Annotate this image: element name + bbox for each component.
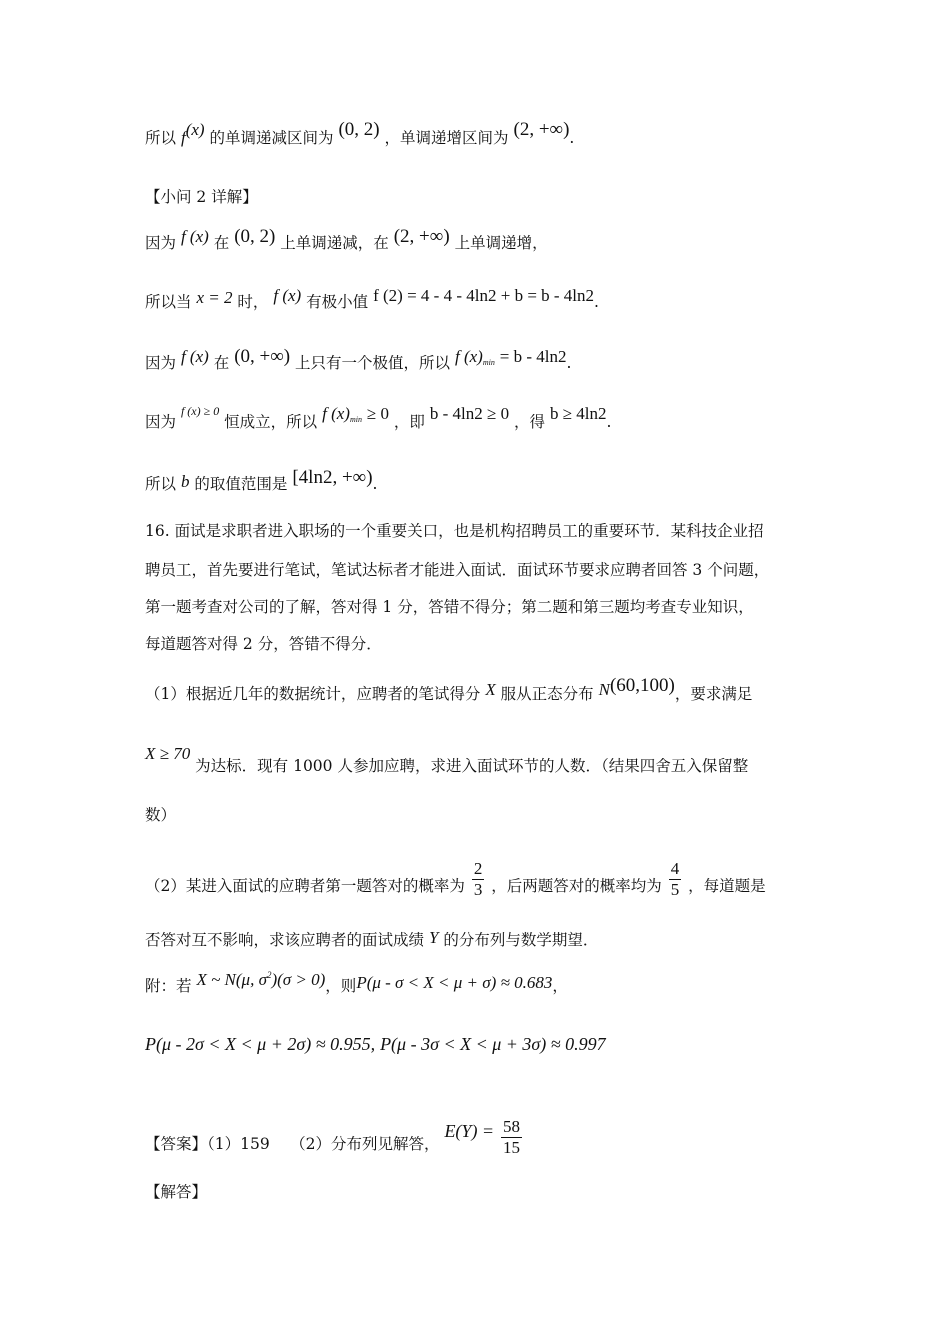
text: 时，: [237, 293, 269, 311]
question-16-line-4: 每道题答对得 2 分，答错不得分．: [145, 635, 382, 653]
subscript-min: min: [349, 415, 362, 424]
text: ，则: [325, 977, 357, 995]
subheading-part-2: 【小问 2 详解】: [145, 188, 258, 206]
text: ，每道题是: [688, 877, 766, 896]
math-Y: Y: [428, 928, 439, 947]
math-condition: f (x) ≥ 0: [180, 404, 220, 418]
math-ge-zero: ≥ 0: [366, 404, 389, 423]
superscript: 2: [266, 970, 272, 980]
numerator: 58: [503, 1117, 521, 1136]
text: .: [566, 354, 572, 372]
question-16-line-3: 第一题考查对公司的了解，答对得 1 分，答错不得分；第二题和第三题均考查专业知识，: [145, 598, 754, 616]
part-2-line-2: [145, 928, 599, 949]
line-only-extremum: [145, 346, 572, 373]
math-b: b: [180, 472, 190, 491]
math-f: f: [180, 128, 186, 147]
numerator: 4: [670, 859, 680, 878]
text: 在: [213, 234, 230, 252]
part-1-line-3: 数）: [145, 806, 177, 824]
denominator: 15: [503, 1137, 521, 1157]
line-minimum-value: [145, 286, 599, 311]
math-part: X ~ N(μ, σ: [196, 970, 267, 989]
math-inequality: b - 4ln2 ≥ 0: [429, 404, 510, 423]
text: 的单调递减区间为: [209, 129, 334, 147]
math-minimum-expression: f (2) = 4 - 4 - 4ln2 + b = b - 4ln2: [373, 286, 595, 305]
part-2-line-1: [145, 859, 766, 907]
math-fx: f (x): [455, 347, 483, 366]
text: 因为: [145, 413, 177, 431]
math-probability-1sigma: P(μ - σ < X < μ + σ) ≈ 0.683: [356, 973, 553, 992]
text: ，要求满足: [674, 685, 753, 703]
subscript-min: min: [482, 358, 495, 367]
math-fx: f (x): [322, 404, 350, 423]
text: 的分布列与数学期望．: [443, 931, 599, 949]
math-x-eq-2: x = 2: [196, 288, 233, 307]
text: .: [372, 475, 378, 493]
question-16-line-2: 聘员工，首先要进行笔试，笔试达标者才能进入面试．面试环节要求应聘者回答 3 个问题，: [145, 561, 770, 579]
math-range: [4ln2, +∞): [292, 467, 373, 488]
text: 否答对互不影响，求该应聘者的面试成绩: [145, 931, 425, 949]
text: 上单调递增，: [454, 234, 548, 252]
math-fx: (x): [185, 120, 205, 139]
math-interval: (0, 2): [234, 226, 276, 247]
math-N: N: [598, 680, 610, 699]
text: 的取值范围是: [194, 475, 288, 493]
part-1-line-2: [145, 744, 749, 775]
math-condition: X ≥ 70: [145, 744, 191, 763]
fraction-58-15: [501, 1117, 522, 1157]
text: 【答案】（1）159 （2）分布列见解答，: [145, 1135, 440, 1154]
math-expectation: E(Y) =: [444, 1121, 495, 1142]
text: ，后两题答对的概率均为: [491, 877, 662, 896]
text: 上只有一个极值，所以: [295, 354, 451, 372]
denominator: 5: [670, 879, 680, 899]
text: ，单调递增区间为: [384, 129, 509, 147]
math-value: = b - 4ln2: [499, 347, 567, 366]
text: 因为: [145, 354, 177, 372]
math-normal-params: (60,100): [609, 675, 675, 696]
math-fmin: [455, 347, 495, 366]
text: 所以: [145, 475, 177, 493]
text: （1）根据近几年的数据统计，应聘者的笔试得分: [145, 685, 481, 703]
text: 附：若: [145, 977, 192, 995]
text: .: [606, 413, 612, 431]
appendix-line-1: [145, 970, 568, 995]
text: 为达标．现有 1000 人参加应聘，求进入面试环节的人数．（结果四舍五入保留整: [195, 757, 749, 775]
fraction-2-3: [472, 859, 485, 899]
text: 恒成立，所以: [224, 413, 318, 431]
math-increasing-interval: (2, +∞): [513, 119, 570, 140]
text: .: [569, 129, 575, 147]
text: .: [594, 293, 599, 311]
math-probability-2sigma: P(μ - 2σ < X < μ + 2σ) ≈ 0.955,: [145, 1034, 376, 1054]
text: （2）某进入面试的应聘者第一题答对的概率为: [145, 877, 465, 896]
text: 服从正态分布: [500, 685, 594, 703]
math-fx: f (x): [180, 227, 209, 246]
math-decreasing-interval: (0, 2): [338, 119, 380, 140]
text: 所以当: [145, 293, 192, 311]
question-16-line-1: 16. 面试是求职者进入职场的一个重要关口，也是机构招聘员工的重要环节．某科技企业招: [145, 522, 764, 540]
text: 上单调递减，在: [280, 234, 389, 252]
denominator: 3: [473, 879, 483, 899]
math-fx: f (x): [273, 286, 302, 305]
line-monotonic-intervals: [145, 119, 575, 147]
math-fx: f (x): [180, 347, 209, 366]
math-X: X: [485, 680, 496, 699]
numerator: 2: [473, 859, 483, 878]
line-range-of-b: [145, 467, 378, 493]
text: ，即: [393, 413, 425, 431]
fraction-4-5: [669, 859, 682, 899]
math-normal-distribution: [196, 970, 325, 989]
text: 在: [213, 354, 230, 372]
line-because-monotonic: [145, 226, 548, 252]
appendix-line-2: [145, 1035, 606, 1054]
math-fmin: [322, 404, 362, 423]
math-probability-3sigma: P(μ - 3σ < X < μ + 3σ) ≈ 0.997: [380, 1034, 606, 1054]
text: 所以: [145, 129, 177, 147]
math-part: )(σ > 0): [271, 970, 326, 989]
math-interval: (2, +∞): [393, 226, 450, 247]
text: ，: [552, 977, 568, 995]
text: 有极小值: [306, 293, 369, 311]
text: ，得: [514, 413, 546, 431]
text: 因为: [145, 234, 177, 252]
math-interval: (0, +∞): [234, 346, 291, 367]
math-result: b ≥ 4ln2: [549, 404, 607, 423]
part-1-line-1: [145, 675, 753, 703]
answer-line: [145, 1117, 524, 1165]
solution-heading: 【解答】: [145, 1183, 208, 1201]
